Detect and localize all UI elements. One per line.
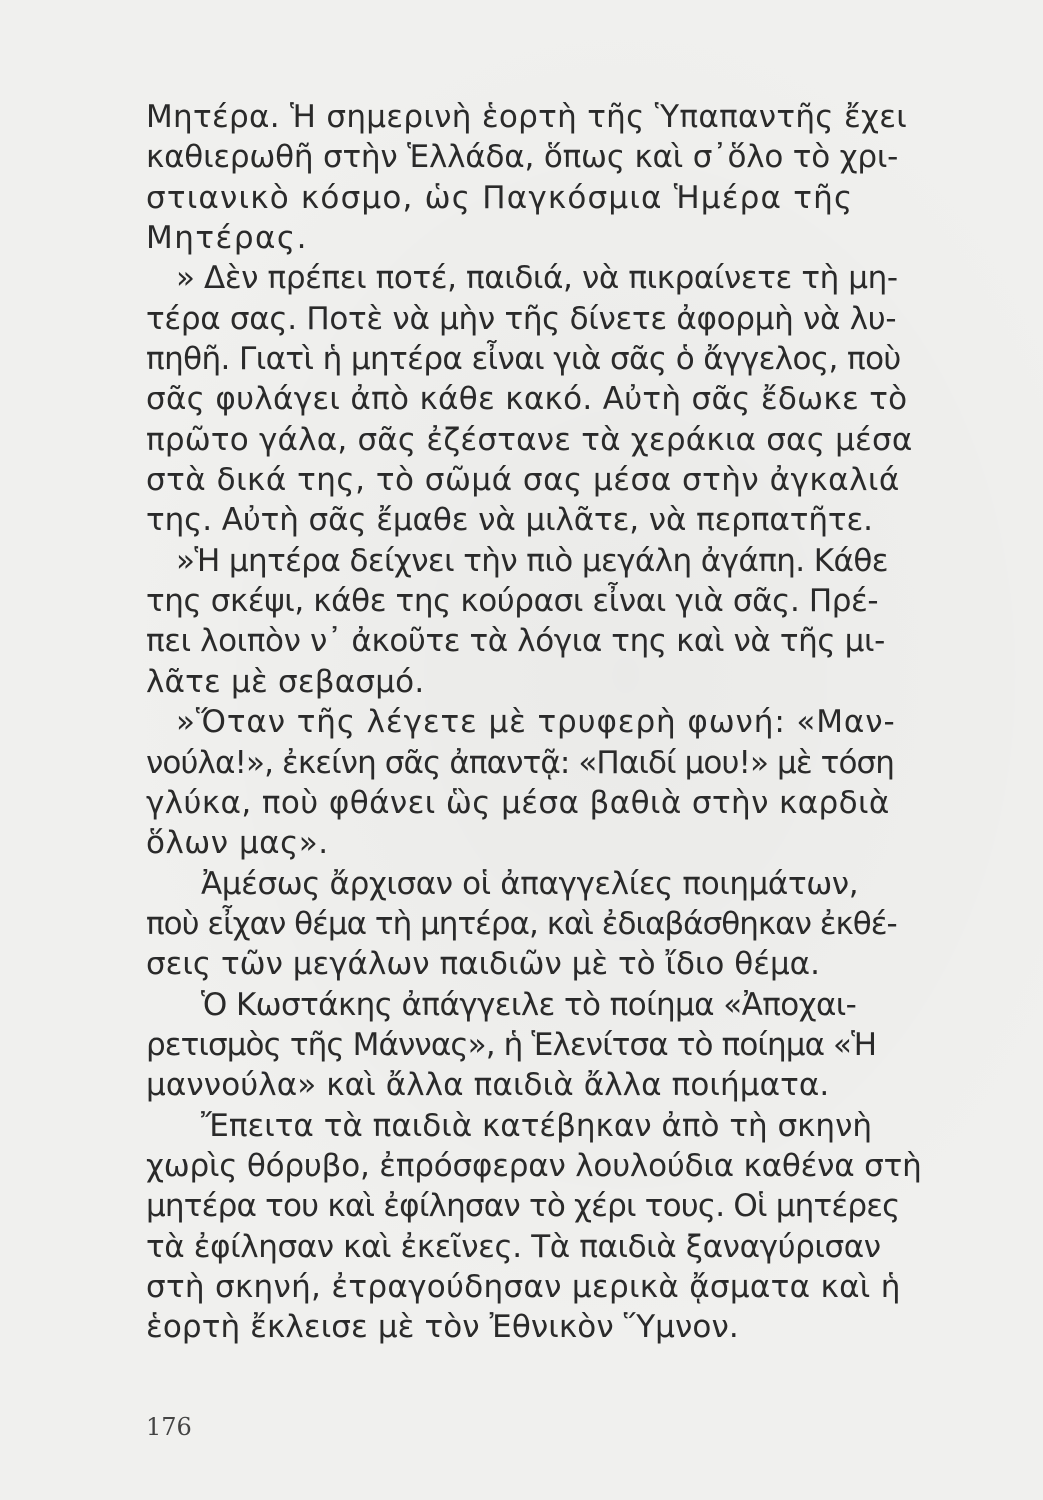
text-line: ρετισμὸς τῆς Μάννας», ἡ Ἑλενίτσα τὸ ποίημα «Ἡ <box>146 1026 877 1063</box>
text-line: Μητέρας. <box>146 220 308 257</box>
text-line: λᾶτε μὲ σεβασμό. <box>146 663 425 700</box>
text-line: πηθῆ. Γιατὶ ἡ μητέρα εἶναι γιὰ σᾶς ὁ ἄγγελος, ποὺ <box>146 341 901 378</box>
text-line: »Ἡ μητέρα δείχνει τὴν πιὸ μεγάλη ἀγάπη. Κάθε <box>176 542 888 579</box>
text-line: σᾶς φυλάγει ἀπὸ κάθε κακό. Αὐτὴ σᾶς ἔδωκε τὸ <box>146 381 908 418</box>
text-line: γλύκα, ποὺ φθάνει ὣς μέσα βαθιὰ στὴν καρδιὰ <box>146 784 890 821</box>
text-line: στὴ σκηνή, ἐτραγούδησαν μερικὰ ᾄσματα καὶ ἡ <box>146 1268 901 1305</box>
text-line: Ὁ Κωστάκης ἀπάγγειλε τὸ ποίημα «Ἀποχαι- <box>201 986 857 1023</box>
text-line: ἑορτὴ ἔκλεισε μὲ τὸν Ἐθνικὸν Ὕμνον. <box>146 1309 739 1346</box>
text-line: »Ὅταν τῆς λέγετε μὲ τρυφερὴ φωνή: «Μαν- <box>176 704 896 741</box>
text-line: καθιερωθῆ στὴν Ἑλλάδα, ὅπως καὶ σ᾽ὅλο τὸ χρι- <box>146 139 899 176</box>
text-line: της. Αὐτὴ σᾶς ἔμαθε νὰ μιλᾶτε, νὰ περπατῆτε. <box>146 502 873 539</box>
text-line: μητέρα του καὶ ἐφίλησαν τὸ χέρι τους. Οἱ μητέρες <box>146 1188 900 1225</box>
text-line: της σκέψι, κάθε της κούρασι εἶναι γιὰ σᾶς. Πρέ- <box>146 583 879 620</box>
text-line: μαννούλα» καὶ ἄλλα παιδιὰ ἄλλα ποιήματα. <box>146 1067 830 1104</box>
text-line: » Δὲν πρέπει ποτέ, παιδιά, νὰ πικραίνετε τὴ μη- <box>176 260 898 297</box>
page-number: 176 <box>146 1413 192 1441</box>
text-line: ποὺ εἶχαν θέμα τὴ μητέρα, καὶ ἐδιαβάσθηκαν ἐκθέ- <box>146 905 897 942</box>
text-line: ὅλων μας». <box>146 825 329 862</box>
text-line: Ἀμέσως ἄρχισαν οἱ ἀπαγγελίες ποιημάτων, <box>201 865 859 902</box>
text-line: Ἔπειτα τὰ παιδιὰ κατέβηκαν ἀπὸ τὴ σκηνὴ <box>201 1107 873 1144</box>
text-line: στὰ δικά της, τὸ σῶμά σας μέσα στὴν ἀγκαλιά <box>146 462 900 499</box>
text-line: τέρα σας. Ποτὲ νὰ μὴν τῆς δίνετε ἀφορμὴ νὰ λυ- <box>146 300 897 337</box>
text-line: χωρὶς θόρυβο, ἐπρόσφεραν λουλούδια καθένα στὴ <box>146 1147 922 1184</box>
text-line: σεις τῶν μεγάλων παιδιῶν μὲ τὸ ἴδιο θέμα. <box>146 946 820 983</box>
text-line: πρῶτο γάλα, σᾶς ἐζέστανε τὰ χεράκια σας μέσα <box>146 421 913 458</box>
text-line: τὰ ἐφίλησαν καὶ ἐκεῖνες. Τὰ παιδιὰ ξαναγύρισαν <box>146 1228 881 1265</box>
text-line: πει λοιπὸν ν᾽ ἀκοῦτε τὰ λόγια της καὶ νὰ τῆς μι- <box>146 623 885 660</box>
text-line: νούλα!», ἐκείνη σᾶς ἀπαντᾷ: «Παιδί μου!» μὲ τόση <box>146 744 895 781</box>
body-text <box>146 97 976 1348</box>
text-line: Μητέρα. Ἡ σημερινὴ ἑορτὴ τῆς Ὑπαπαντῆς ἔχει <box>146 99 908 135</box>
text-line: στιανικὸ κόσμο, ὡς Παγκόσμια Ἡμέρα τῆς <box>146 179 854 216</box>
